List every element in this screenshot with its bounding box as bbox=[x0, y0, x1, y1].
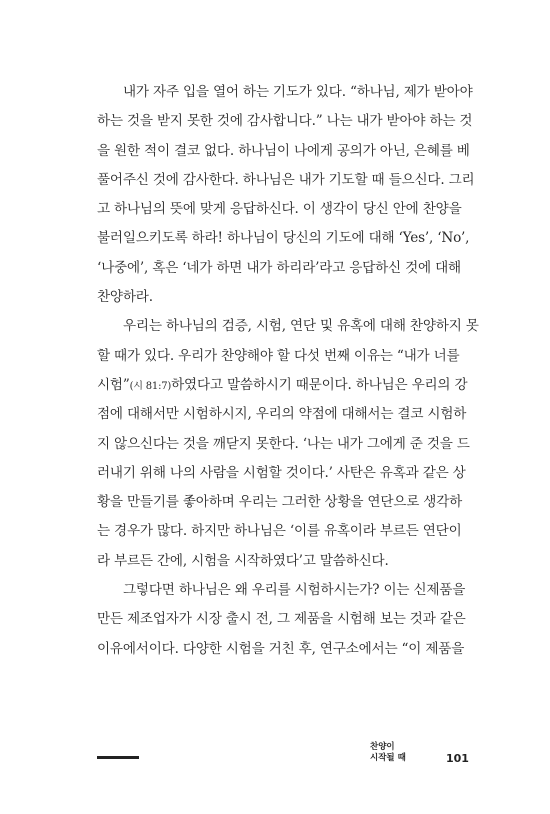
text-line: 황을 만들기를 좋아하며 우리는 그러한 상황을 연단으로 생각하 bbox=[97, 494, 463, 511]
text-line: 그렇다면 하나님은 왜 우리를 시험하시는가? 이는 신제품을 bbox=[123, 582, 466, 599]
text-line: 우리는 하나님의 검증, 시험, 연단 및 유혹에 대해 찬양하지 못 bbox=[123, 318, 479, 335]
text-line-with-citation bbox=[97, 371, 481, 400]
footer-rule bbox=[97, 756, 139, 759]
text-line: 풀어주신 것에 감사한다. 하나님은 내가 기도할 때 들으신다. 그리 bbox=[97, 171, 475, 188]
text-line: 을 원한 적이 결코 없다. 하나님이 나에게 공의가 아닌, 은혜를 베 bbox=[97, 142, 470, 159]
text-line: 불러일으키도록 하라! 하나님이 당신의 기도에 대해 ‘Yes’, ‘No’, bbox=[97, 230, 470, 247]
text-line: 만든 제조업자가 시장 출시 전, 그 제품을 시험해 보는 것과 같은 bbox=[97, 611, 466, 628]
scripture-citation: (시 81:7) bbox=[129, 380, 172, 392]
running-title bbox=[370, 742, 406, 764]
running-title-line-1: 찬양이 bbox=[370, 742, 395, 752]
paragraph-2 bbox=[97, 312, 481, 576]
text-line: 내가 자주 입을 열어 하는 기도가 있다. “하나님, 제가 받아야 bbox=[123, 84, 473, 100]
text-line: 러내기 위해 나의 사람을 시험할 것이다.’ 사탄은 유혹과 같은 상 bbox=[97, 464, 466, 481]
text-line: 지 않으신다는 것을 깨닫지 못한다. ‘나는 내가 그에게 준 것을 드 bbox=[97, 435, 470, 452]
text-line-rest: 하였다고 말씀하시기 때문이다. 하나님은 우리의 강 bbox=[171, 376, 468, 393]
text-line: 는 경우가 많다. 하지만 하나님은 ‘이를 유혹이라 부르든 연단이 bbox=[97, 523, 462, 540]
text-line: 라 부르든 간에, 시험을 시작하였다’고 말씀하신다. bbox=[97, 552, 389, 569]
text-line: 고 하나님의 뜻에 맞게 응답하신다. 이 생각이 당신 안에 찬양을 bbox=[97, 201, 462, 218]
text-line: 하는 것을 받지 못한 것에 감사합니다.” 나는 내가 받아야 하는 것 bbox=[97, 113, 473, 130]
page-number: 101 bbox=[446, 752, 469, 765]
text-line: 이유에서이다. 다양한 시험을 거친 후, 연구소에서는 “이 제품을 bbox=[97, 640, 465, 657]
running-title-line-2: 시작될 때 bbox=[370, 753, 406, 763]
text-line: 찬양하라. bbox=[97, 289, 153, 306]
text-line: ‘나중에’, 혹은 ‘네가 하면 내가 하리라’라고 응답하신 것에 대해 bbox=[97, 259, 461, 276]
text-line: 할 때가 있다. 우리가 찬양해야 할 다섯 번째 이유는 “내가 너를 bbox=[97, 347, 460, 364]
body-text bbox=[97, 78, 481, 664]
paragraph-1 bbox=[97, 78, 481, 312]
paragraph-3 bbox=[97, 576, 481, 664]
text-line: 점에 대해서만 시험하시지, 우리의 약점에 대해서는 결코 시험하 bbox=[97, 406, 467, 423]
quote-fragment: 시험” bbox=[97, 376, 130, 393]
